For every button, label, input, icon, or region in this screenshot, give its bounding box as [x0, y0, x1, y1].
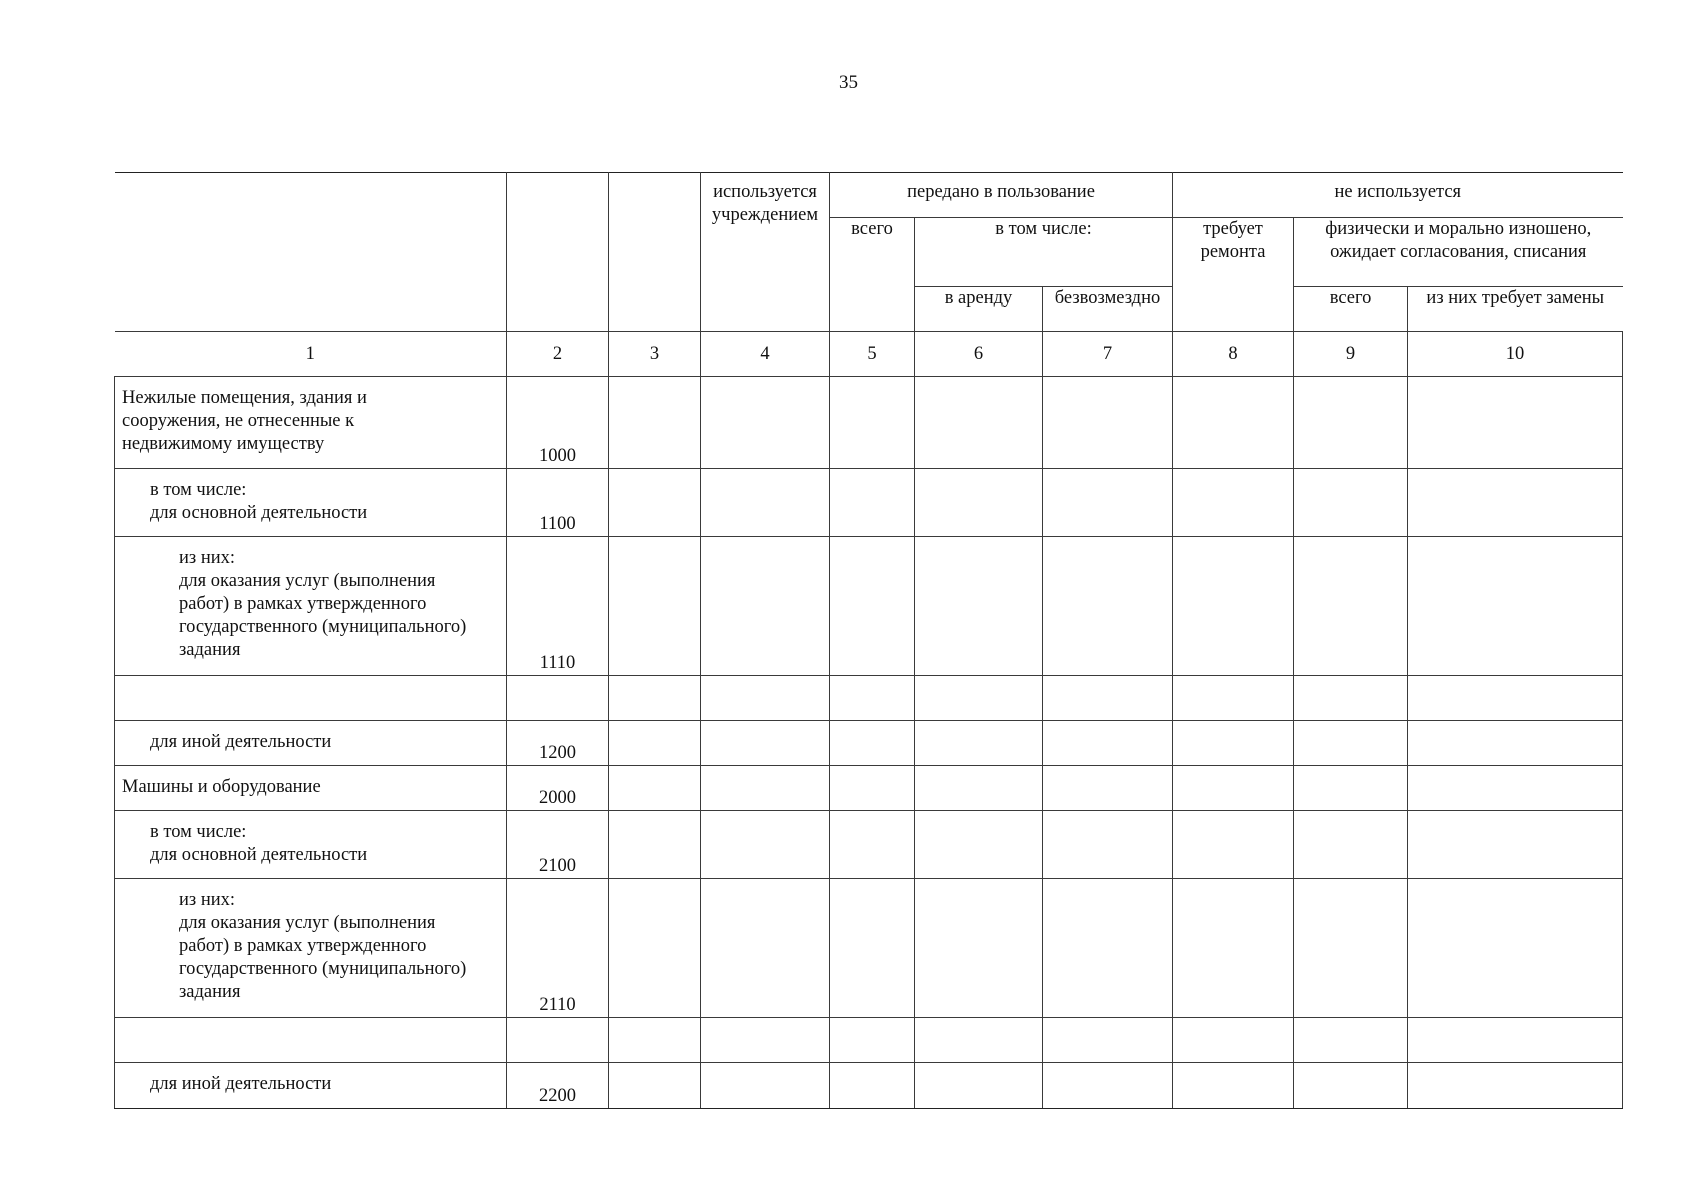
table-row [115, 377, 1623, 469]
header-worn-out: физически и морально изношено, ожидает согласования, списания [1294, 218, 1623, 287]
row-code [507, 676, 609, 721]
header-of-which-replacement: из них требует замены [1408, 287, 1623, 332]
column-number: 5 [830, 332, 915, 377]
column-number: 2 [507, 332, 609, 377]
row-label-line: задания [179, 640, 241, 660]
value-cell-col3 [609, 676, 701, 721]
table-body [115, 377, 1623, 1109]
value-cell-col7 [1043, 1018, 1173, 1063]
value-cell-col8 [1173, 537, 1294, 676]
row-code: 2110 [507, 879, 609, 1018]
value-cell-col5 [830, 1063, 915, 1109]
column-number: 7 [1043, 332, 1173, 377]
table-row [115, 721, 1623, 766]
row-label [115, 377, 507, 469]
value-cell-col8 [1173, 676, 1294, 721]
table-row [115, 879, 1623, 1018]
value-cell-col3 [609, 721, 701, 766]
header-worn-total: всего [1294, 287, 1408, 332]
column-number: 3 [609, 332, 701, 377]
value-cell-col7 [1043, 766, 1173, 811]
value-cell-col8 [1173, 377, 1294, 469]
row-label-line: в том числе: [150, 480, 247, 500]
row-label-line: государственного (муниципального) [179, 959, 467, 979]
value-cell-col3 [609, 1063, 701, 1109]
header-cell-code [507, 173, 609, 332]
value-cell-col8 [1173, 1018, 1294, 1063]
header-cell-col3 [609, 173, 701, 332]
row-code: 2200 [507, 1063, 609, 1109]
table-row [115, 676, 1623, 721]
value-cell-col9 [1294, 537, 1408, 676]
value-cell-col6 [915, 721, 1043, 766]
value-cell-col8 [1173, 879, 1294, 1018]
row-label-line: Нежилые помещения, здания и [122, 388, 367, 408]
row-label-line: из них: [179, 890, 236, 910]
value-cell-col10 [1408, 721, 1623, 766]
value-cell-col5 [830, 1018, 915, 1063]
property-usage-table [114, 172, 1623, 1109]
column-number: 6 [915, 332, 1043, 377]
value-cell-col4 [701, 721, 830, 766]
value-cell-col7 [1043, 377, 1173, 469]
value-cell-col7 [1043, 676, 1173, 721]
value-cell-col7 [1043, 537, 1173, 676]
value-cell-col4 [701, 766, 830, 811]
row-code [507, 1018, 609, 1063]
row-label-line: в том числе: [150, 822, 247, 842]
row-label [115, 469, 507, 537]
value-cell-col3 [609, 377, 701, 469]
row-label-line: задания [179, 982, 241, 1002]
value-cell-col10 [1408, 469, 1623, 537]
table-row [115, 1018, 1623, 1063]
row-label-line: государственного (муниципального) [179, 617, 467, 637]
value-cell-col5 [830, 879, 915, 1018]
value-cell-col9 [1294, 766, 1408, 811]
column-numbers-row [115, 332, 1623, 377]
row-label [115, 1018, 507, 1063]
value-cell-col4 [701, 469, 830, 537]
row-code: 1200 [507, 721, 609, 766]
value-cell-col10 [1408, 537, 1623, 676]
row-label-line: для оказания услуг (выполнения [179, 913, 436, 933]
value-cell-col4 [701, 377, 830, 469]
value-cell-col9 [1294, 1018, 1408, 1063]
value-cell-col8 [1173, 469, 1294, 537]
value-cell-col10 [1408, 1063, 1623, 1109]
value-cell-col4 [701, 537, 830, 676]
column-number: 10 [1408, 332, 1623, 377]
row-label [115, 879, 507, 1018]
column-number: 4 [701, 332, 830, 377]
value-cell-col5 [830, 377, 915, 469]
table-row [115, 811, 1623, 879]
table-row [115, 537, 1623, 676]
value-cell-col5 [830, 537, 915, 676]
column-number: 9 [1294, 332, 1408, 377]
value-cell-col8 [1173, 766, 1294, 811]
value-cell-col10 [1408, 879, 1623, 1018]
value-cell-col5 [830, 811, 915, 879]
value-cell-col3 [609, 1018, 701, 1063]
table-header [115, 173, 1623, 377]
header-free-of-charge: безвозмездно [1043, 287, 1173, 332]
value-cell-col6 [915, 537, 1043, 676]
value-cell-col3 [609, 537, 701, 676]
value-cell-col5 [830, 676, 915, 721]
value-cell-col6 [915, 1018, 1043, 1063]
row-label-line: для основной деятельности [150, 845, 368, 865]
value-cell-col9 [1294, 469, 1408, 537]
column-number: 1 [115, 332, 507, 377]
row-label-line: сооружения, не отнесенные к [122, 411, 355, 431]
row-code: 1100 [507, 469, 609, 537]
value-cell-col6 [915, 766, 1043, 811]
value-cell-col4 [701, 879, 830, 1018]
header-requires-repair: требует ремонта [1173, 218, 1294, 332]
header-including: в том числе: [915, 218, 1173, 287]
row-label-line: для основной деятельности [150, 503, 368, 523]
value-cell-col3 [609, 469, 701, 537]
header-transferred-total: всего [830, 218, 915, 332]
value-cell-col7 [1043, 879, 1173, 1018]
value-cell-col7 [1043, 721, 1173, 766]
row-label [115, 676, 507, 721]
row-label [115, 721, 507, 766]
value-cell-col9 [1294, 676, 1408, 721]
column-number: 8 [1173, 332, 1294, 377]
value-cell-col9 [1294, 721, 1408, 766]
value-cell-col8 [1173, 811, 1294, 879]
value-cell-col8 [1173, 1063, 1294, 1109]
row-label [115, 811, 507, 879]
value-cell-col6 [915, 377, 1043, 469]
value-cell-col4 [701, 811, 830, 879]
value-cell-col6 [915, 676, 1043, 721]
value-cell-col10 [1408, 811, 1623, 879]
value-cell-col7 [1043, 1063, 1173, 1109]
row-label-line: для иной деятельности [150, 732, 332, 752]
row-code: 1110 [507, 537, 609, 676]
value-cell-col9 [1294, 1063, 1408, 1109]
row-label [115, 766, 507, 811]
row-label-line: недвижимому имуществу [122, 434, 325, 454]
row-code: 1000 [507, 377, 609, 469]
header-used-by-institution: используется учреждением [701, 173, 830, 332]
row-code: 2000 [507, 766, 609, 811]
header-for-rent: в аренду [915, 287, 1043, 332]
value-cell-col7 [1043, 811, 1173, 879]
value-cell-col5 [830, 469, 915, 537]
row-code: 2100 [507, 811, 609, 879]
table-row [115, 766, 1623, 811]
row-label [115, 537, 507, 676]
value-cell-col6 [915, 469, 1043, 537]
value-cell-col7 [1043, 469, 1173, 537]
page-number: 35 [839, 72, 858, 93]
row-label-line: Машины и оборудование [122, 777, 321, 797]
header-cell-name [115, 173, 507, 332]
value-cell-col9 [1294, 879, 1408, 1018]
table-row [115, 1063, 1623, 1109]
header-not-used: не используется [1173, 173, 1623, 218]
value-cell-col6 [915, 811, 1043, 879]
value-cell-col10 [1408, 377, 1623, 469]
value-cell-col6 [915, 1063, 1043, 1109]
value-cell-col9 [1294, 811, 1408, 879]
row-label-line: для оказания услуг (выполнения [179, 571, 436, 591]
row-label [115, 1063, 507, 1109]
row-label-line: для иной деятельности [150, 1074, 332, 1094]
row-label-line: из них: [179, 548, 236, 568]
value-cell-col5 [830, 721, 915, 766]
value-cell-col6 [915, 879, 1043, 1018]
value-cell-col5 [830, 766, 915, 811]
value-cell-col4 [701, 1018, 830, 1063]
value-cell-col3 [609, 879, 701, 1018]
row-label-line: работ) в рамках утвержденного [179, 594, 427, 614]
value-cell-col8 [1173, 721, 1294, 766]
value-cell-col10 [1408, 1018, 1623, 1063]
row-label-line: работ) в рамках утвержденного [179, 936, 427, 956]
value-cell-col4 [701, 676, 830, 721]
value-cell-col9 [1294, 377, 1408, 469]
value-cell-col10 [1408, 676, 1623, 721]
table-row [115, 469, 1623, 537]
value-cell-col4 [701, 1063, 830, 1109]
value-cell-col3 [609, 811, 701, 879]
value-cell-col10 [1408, 766, 1623, 811]
header-transferred-for-use: передано в пользование [830, 173, 1173, 218]
value-cell-col3 [609, 766, 701, 811]
